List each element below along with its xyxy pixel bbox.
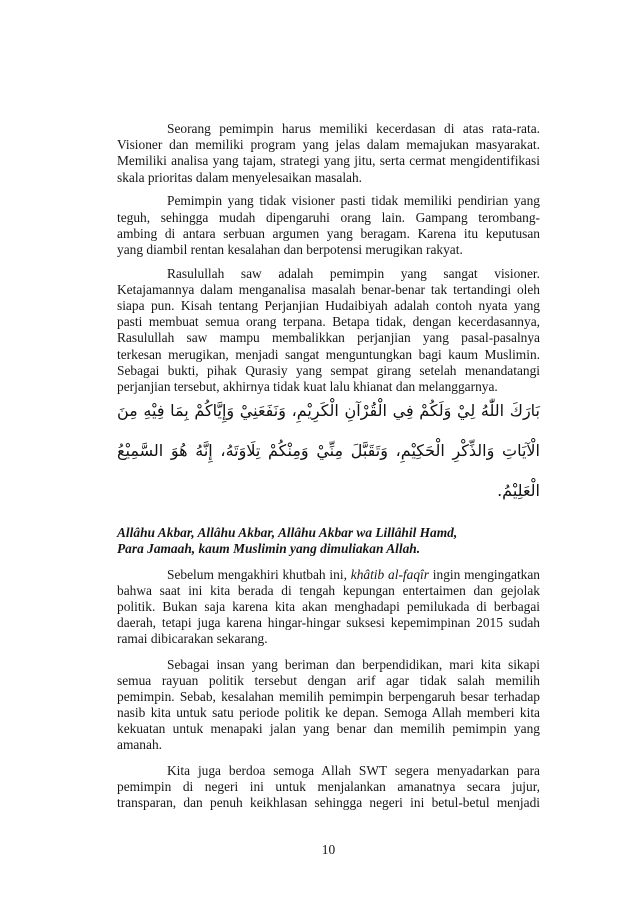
italic-term: khâtib al-faqîr xyxy=(350,567,429,582)
text-line: Seorang pemimpin harus memiliki kecerdasan di atas rata-rata. xyxy=(167,121,540,136)
paragraph xyxy=(117,121,540,186)
text-line: ramai dibicarakan sekarang. xyxy=(117,631,268,646)
page-number: 10 xyxy=(321,842,336,857)
text-line: nasib kita untuk satu periode politik ke depan. Semoga Allah memberi kita xyxy=(117,705,540,720)
body-text-top xyxy=(117,121,540,395)
salutation xyxy=(117,525,540,557)
text-line: terkesan merugikan, menjadi sangat menguntungkan bagi kaum Muslimin. xyxy=(117,346,540,362)
text-line: teguh, sehingga mudah dipengaruhi orang lain. Gampang terombang- xyxy=(117,209,540,225)
arabic-prayer xyxy=(117,391,540,511)
text-segment: Sebelum mengakhiri khutbah ini, xyxy=(167,567,347,582)
arabic-prayer-line: بَارَكَ اللّٰهُ لِيْ وَلَكُمْ فِي الْقُرْآنِ الْكَرِيْمِ، وَنَفَعَنِيْ وَإِيَّاكُمْ بِمَا فِيْهِ مِنَ xyxy=(117,401,540,420)
text-line: skala prioritas dalam menyelesaikan masalah. xyxy=(117,169,363,185)
arabic-prayer-line: الْعَلِيْمُ. xyxy=(497,481,540,500)
text-segment: ingin mengingatkan xyxy=(432,567,540,582)
paragraph xyxy=(117,193,540,258)
text-line: pemimpin di negeri ini untuk menjalankan amanatnya secara jujur, xyxy=(117,779,540,794)
text-line: Kita juga berdoa semoga Allah SWT segera menyadarkan para xyxy=(167,763,540,778)
paragraph xyxy=(117,657,540,753)
text-line: ambing di antara serbuan argumen yang beragam. Karena itu keputusan xyxy=(117,225,540,241)
text-line: Ketajamannya dalam menganalisa masalah benar-benar tak tertandingi oleh xyxy=(117,281,540,297)
text-line: Sebagai insan yang beriman dan berpendidikan, mari kita sikapi xyxy=(167,657,540,672)
text-line: pasti membuat semua orang terpana. Betapa tidak, dengan kecerdasannya, xyxy=(117,314,540,330)
text-line: Rasulullah saw mampu membalikkan perjanjian yang pasal-pasalnya xyxy=(117,330,540,346)
text-line: amanah. xyxy=(117,737,162,752)
text-line: Pemimpin yang tidak visioner pasti tidak memiliki pendirian yang xyxy=(167,193,540,209)
paragraph xyxy=(117,567,540,647)
text-line: Visioner dan memiliki program yang jelas dalam memajukan masyarakat. xyxy=(117,137,540,153)
text-line: kekuatan untuk menapaki jalan yang benar dan memilih pemimpin yang xyxy=(117,721,540,736)
text-line: Rasulullah saw adalah pemimpin yang sangat visioner. xyxy=(167,265,540,281)
text-line: semua rayuan politik tersebut dengan arif agar tidak salah memilih xyxy=(117,673,540,688)
paragraph xyxy=(117,266,540,396)
text-line xyxy=(117,567,540,583)
text-line: yang diambil rentan kesalahan dan berpotensi merugikan rakyat. xyxy=(117,241,463,257)
body-text-bottom xyxy=(117,525,540,811)
text-line: perjanjian tersebut, akhirnya tidak kuat lalu khianat dan melanggarnya. xyxy=(117,379,498,395)
paragraph xyxy=(117,763,540,811)
arabic-prayer-line: الْآيَاتِ وَالذِّكْرِ الْحَكِيْمِ، وَتَقَبَّلَ مِنِّيْ وَمِنْكُمْ تِلَاوَتَهُ، إِنَّهُ هُوَ السَّمِيْعُ xyxy=(117,441,540,460)
text-line: pemimpin. Sebab, kesalahan memilih pemimpin berpengaruh besar terhadap xyxy=(117,689,540,704)
text-line: daerah, tetapi juga karena hingar-hingar suksesi kepemimpinan 2015 sudah xyxy=(117,615,540,630)
text-line: bahwa saat ini kita berada di tengah kepungan entertaimen dan gejolak xyxy=(117,583,540,598)
text-line: transparan, dan penuh keikhlasan sehingga negeri ini betul-betul menjadi xyxy=(117,795,540,810)
text-line: siapa pun. Kisah tentang Perjanjian Hudaibiyah adalah contoh nyata yang xyxy=(117,298,540,314)
text-line: politik. Bukan saja karena kita akan menghadapi pemilukada di berbagai xyxy=(117,599,540,614)
salutation-line: Para Jamaah, kaum Muslimin yang dimuliakan Allah. xyxy=(117,541,421,556)
salutation-line: Allâhu Akbar, Allâhu Akbar, Allâhu Akbar wa Lillâhil Hamd, xyxy=(117,525,458,540)
text-line: Sebagai bukti, pihak Qurasiy yang sempat girang setelah menandatangi xyxy=(117,362,540,378)
text-line: Memiliki analisa yang tajam, strategi yang jitu, serta cermat mengidentifikasi xyxy=(117,153,540,169)
